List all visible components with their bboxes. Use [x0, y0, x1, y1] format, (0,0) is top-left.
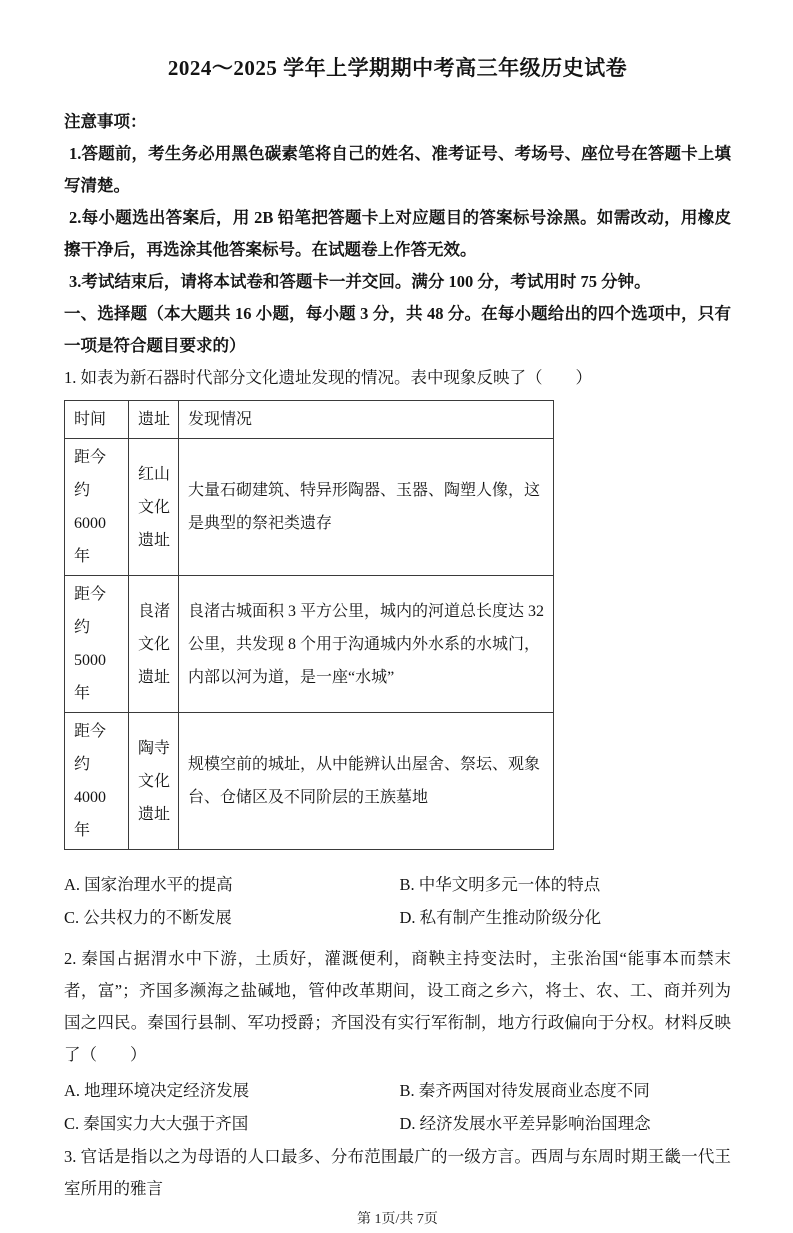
- table-header-site: 遗址: [129, 401, 179, 439]
- table-cell-time: 距今约 4000 年: [65, 713, 129, 850]
- question-2-stem: 2. 秦国占据渭水中下游，土质好，灌溉便利，商鞅主持变法时，主张治国“能事本而禁末者，富”；齐国多濒海之盐碱地，管仲改革期间，设工商之乡六，将士、农、工、商并列为国之四民。秦国行县制、军功授爵；齐国没有实行军衔制，地方行政偏向于分权。材料反映了（ ）: [64, 949, 731, 1064]
- table-header-findings: 发现情况: [179, 401, 554, 439]
- table-row: [65, 439, 554, 576]
- notice-item-1: 1.答题前，考生务必用黑色碳素笔将自己的姓名、准考证号、考场号、座位号在答题卡上填写清楚。: [64, 144, 731, 195]
- option-c: C. 秦国实力大大强于齐国: [64, 1114, 249, 1133]
- option-d: D. 经济发展水平差异影响治国理念: [399, 1114, 651, 1133]
- question-1-table: [64, 400, 554, 850]
- option-a: A. 国家治理水平的提高: [64, 875, 233, 894]
- table-cell-findings: 大量石砌建筑、特异形陶器、玉器、陶塑人像，这是典型的祭祀类遗存: [179, 439, 554, 576]
- table-cell-findings: 规模空前的城址，从中能辨认出屋舍、祭坛、观象台、仓储区及不同阶层的王族墓地: [179, 713, 554, 850]
- table-cell-site: 陶寺文化遗址: [129, 713, 179, 850]
- question-2-options: [64, 1074, 731, 1140]
- table-cell-site: 良渚文化遗址: [129, 576, 179, 713]
- exam-title: 2024～2025 学年上学期期中考高三年级历史试卷: [167, 56, 628, 80]
- notice-heading: 注意事项：: [64, 112, 147, 131]
- option-a: A. 地理环境决定经济发展: [64, 1081, 250, 1100]
- table-cell-time: 距今约 6000 年: [65, 439, 129, 576]
- question-3-stem: 3. 官话是指以之为母语的人口最多、分布范围最广的一级方言。西周与东周时期王畿一代王室所用的雅言: [64, 1147, 731, 1198]
- table-row: [65, 713, 554, 850]
- table-header-row: [65, 401, 554, 439]
- question-1-options: [64, 868, 731, 934]
- page-footer: 第 1页/共 7页: [357, 1212, 438, 1227]
- table-cell-site: 红山文化遗址: [129, 439, 179, 576]
- table-header-time: 时间: [65, 401, 129, 439]
- option-b: B. 中华文明多元一体的特点: [399, 875, 601, 894]
- option-d: D. 私有制产生推动阶级分化: [399, 908, 602, 927]
- section-heading: 一、选择题（本大题共 16 小题，每小题 3 分，共 48 分。在每小题给出的四个选项中，只有一项是符合题目要求的）: [64, 304, 731, 355]
- table-cell-time: 距今约 5000 年: [65, 576, 129, 713]
- question-1-stem: 1. 如表为新石器时代部分文化遗址发现的情况。表中现象反映了（ ）: [64, 368, 592, 387]
- notice-item-3: 3.考试结束后，请将本试卷和答题卡一并交回。满分 100 分，考试用时 75 分钟。: [69, 272, 651, 291]
- table-row: [65, 576, 554, 713]
- notice-item-2: 2.每小题选出答案后，用 2B 铅笔把答题卡上对应题目的答案标号涂黑。如需改动，用橡皮擦干净后，再选涂其他答案标号。在试题卷上作答无效。: [64, 208, 731, 259]
- option-b: B. 秦齐两国对待发展商业态度不同: [399, 1081, 650, 1100]
- table-cell-findings: 良渚古城面积 3 平方公里，城内的河道总长度达 32 公里，共发现 8 个用于沟通城内外水系的水城门，内部以河为道，是一座“水城”: [179, 576, 554, 713]
- option-c: C. 公共权力的不断发展: [64, 908, 232, 927]
